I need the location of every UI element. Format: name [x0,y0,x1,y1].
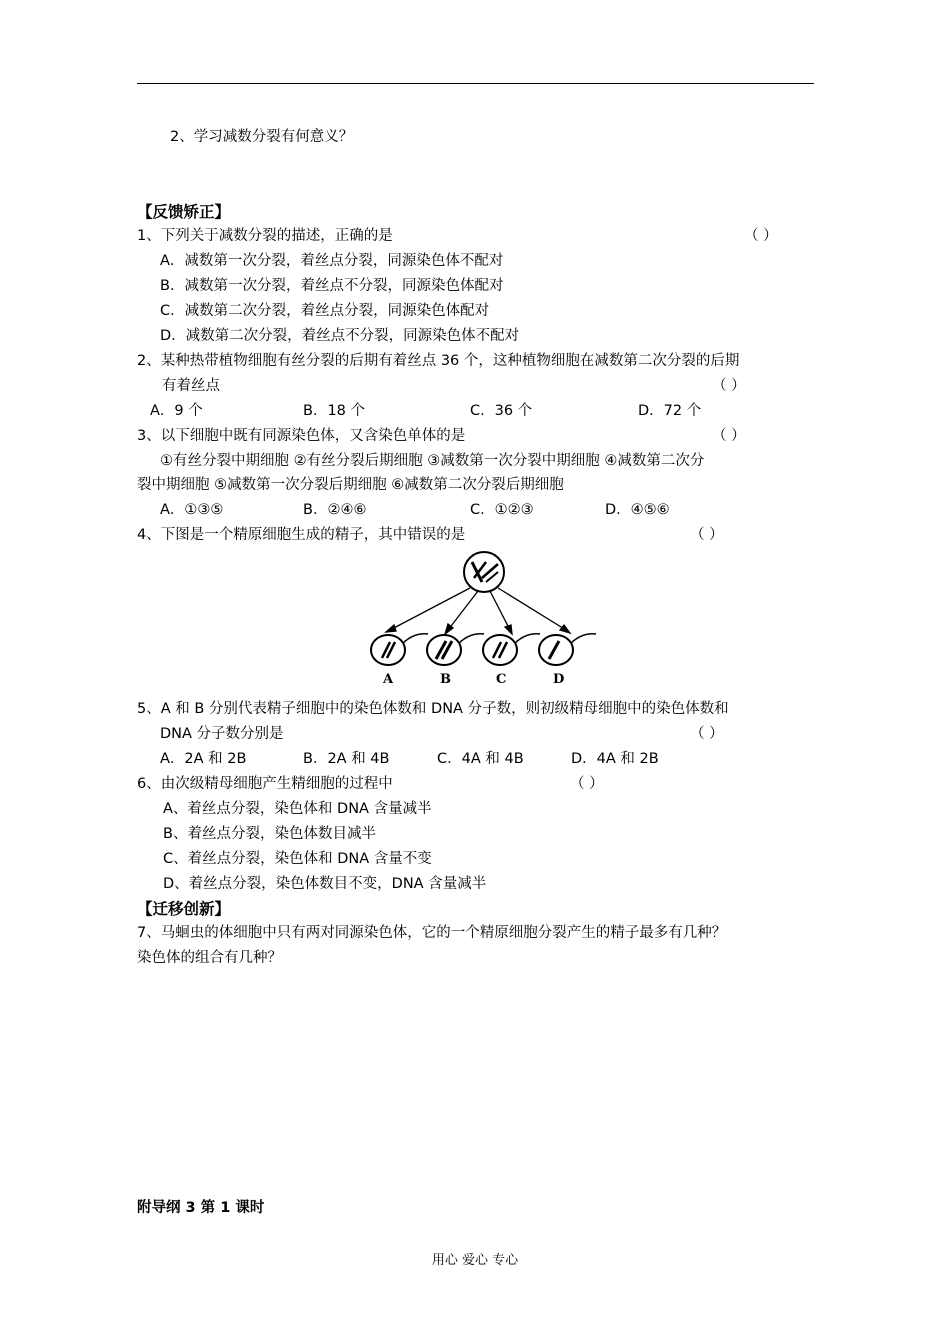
appendix-note: 附导纲 3 第 1 课时 [137,1200,265,1216]
sperm-b [427,634,484,665]
label-d: D [553,672,565,687]
q1-stem: 1、下列关于减数分裂的描述，正确的是 [137,228,393,244]
section-feedback-heading: 【反馈矫正】 [137,203,231,221]
q3-items-line2: 裂中期细胞 ⑤减数第一次分裂后期细胞 ⑥减数第二次分裂后期细胞 [137,477,564,493]
sperm-c [483,634,540,665]
q1-option-a: A．减数第一次分裂，着丝点分裂，同源染色体不配对 [160,253,504,269]
q5-option-b: B．2A 和 4B [303,751,390,767]
q6-option-b: B、着丝点分裂，染色体数目减半 [163,826,376,842]
sperm-d [539,634,596,665]
label-a: A [383,672,394,687]
q2-answer-paren: （ ） [712,378,746,394]
q3-option-d: D．④⑤⑥ [605,502,670,518]
q6-option-c: C、着丝点分裂，染色体和 DNA 含量不变 [163,851,432,867]
q2-option-b: B．18 个 [303,403,366,419]
q4-answer-paren: （ ） [690,527,724,543]
q5-option-c: C．4A 和 4B [437,751,524,767]
q2-stem: 2、某种热带植物细胞有丝分裂的后期有着丝点 36 个，这种植物细胞在减数第二次分裂的后期 [137,353,740,369]
q3-stem: 3、以下细胞中既有同源染色体，又含染色单体的是 [137,428,466,444]
q1-option-d: D．减数第二次分裂，着丝点不分裂，同源染色体不配对 [160,328,520,344]
q5-stem-cont: DNA 分子数分别是 [160,726,284,742]
q5-option-d: D．4A 和 2B [571,751,659,767]
q7-line2: 染色体的组合有几种？ [137,950,282,966]
sperm-a [371,634,428,665]
q6-option-d: D、着丝点分裂，染色体数目不变，DNA 含量减半 [163,876,487,892]
spermatogonium-cell [464,552,504,592]
header-rule [137,83,814,84]
q1-option-c: C．减数第二次分裂，着丝点分裂，同源染色体配对 [160,303,490,319]
q5-stem: 5、A 和 B 分别代表精子细胞中的染色体数和 DNA 分子数，则初级精母细胞中的染色体数和 [137,701,729,717]
q1-answer-paren: （ ） [744,228,778,244]
q3-answer-paren: （ ） [712,428,746,444]
section-transfer-heading: 【迁移创新】 [137,900,231,918]
label-b: B [440,672,451,687]
q2-option-a: A．9 个 [150,403,203,419]
division-arrows [386,588,570,634]
q3-option-a: A．①③⑤ [160,502,224,518]
sperm-diagram [360,548,600,688]
q4-stem: 4、下图是一个精原细胞生成的精子，其中错误的是 [137,527,466,543]
q5-option-a: A．2A 和 2B [160,751,247,767]
q7-line1: 7、马蛔虫的体细胞中只有两对同源染色体，它的一个精原细胞分裂产生的精子最多有几种？ [137,925,727,941]
label-c: C [496,672,507,687]
q6-answer-paren: （ ） [570,776,604,792]
q2-option-c: C．36 个 [470,403,533,419]
q3-items-line1: ①有丝分裂中期细胞 ②有丝分裂后期细胞 ③减数第一次分裂中期细胞 ④减数第二次分 [160,453,705,469]
q6-option-a: A、着丝点分裂，染色体和 DNA 含量减半 [163,801,432,817]
q3-option-c: C．①②③ [470,502,534,518]
q2-option-d: D．72 个 [638,403,702,419]
q2-stem-cont: 有着丝点 [162,378,220,394]
q6-stem: 6、由次级精母细胞产生精细胞的过程中 [137,776,393,792]
intro-question-2: 2、学习减数分裂有何意义？ [170,129,354,145]
page-footer: 用心 爱心 专心 [431,1253,519,1268]
q5-answer-paren: （ ） [690,726,724,742]
q3-option-b: B．②④⑥ [303,502,367,518]
q1-option-b: B．减数第一次分裂，着丝点不分裂，同源染色体配对 [160,278,504,294]
